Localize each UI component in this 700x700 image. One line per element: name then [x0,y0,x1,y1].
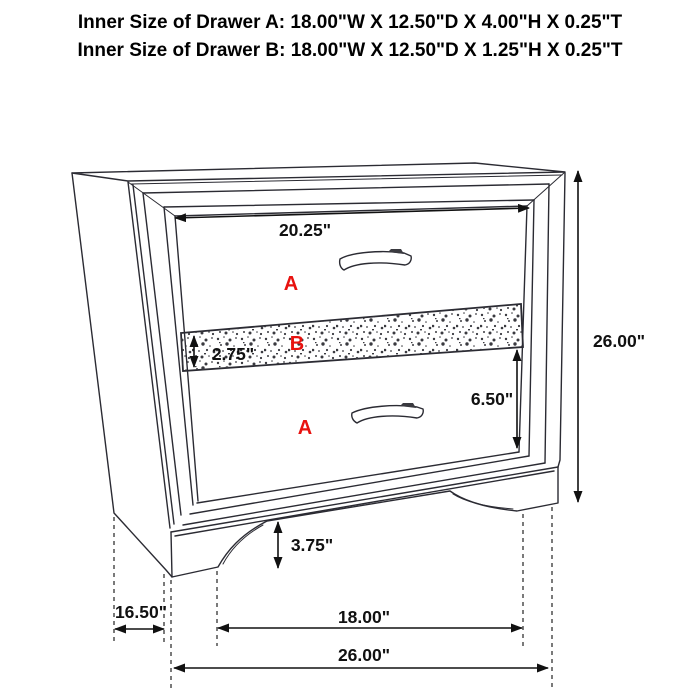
frame-bottom-bevels [171,452,558,536]
side-panel [72,173,172,577]
dim-label-total-width: 26.00" [337,645,391,665]
frame-right-bevels [519,173,565,467]
label-drawer-b-band: B [289,333,305,355]
label-drawer-a-bottom: A [297,417,313,439]
dim-label-lower-drawer-height: 6.50" [470,389,514,409]
dim-label-side-depth: 16.50" [114,602,168,622]
label-drawer-a-top: A [283,273,299,295]
dim-label-total-height: 26.00" [592,331,646,351]
dim-label-leg-height: 3.75" [290,535,334,555]
drawer-a-bottom-handle [352,406,424,423]
header-line-drawer-a: Inner Size of Drawer A: 18.00"W X 12.50"D X 4.00"H X 0.25"T [77,12,623,33]
dimension-labels [115,220,645,665]
top-slab [72,163,565,181]
drawer-a-top-handle [340,252,412,270]
dim-label-inner-top-width: 20.25" [278,220,332,240]
dim-label-band-height: 2.75" [211,344,255,364]
header-line-drawer-b: Inner Size of Drawer B: 18.00"W X 12.50"D X 1.25"H X 0.25"T [77,40,623,61]
frame-top-bevels [143,184,549,216]
dim-label-between-feet-width: 18.00" [337,607,391,627]
dim-arrow-inner-top-width [175,208,529,218]
